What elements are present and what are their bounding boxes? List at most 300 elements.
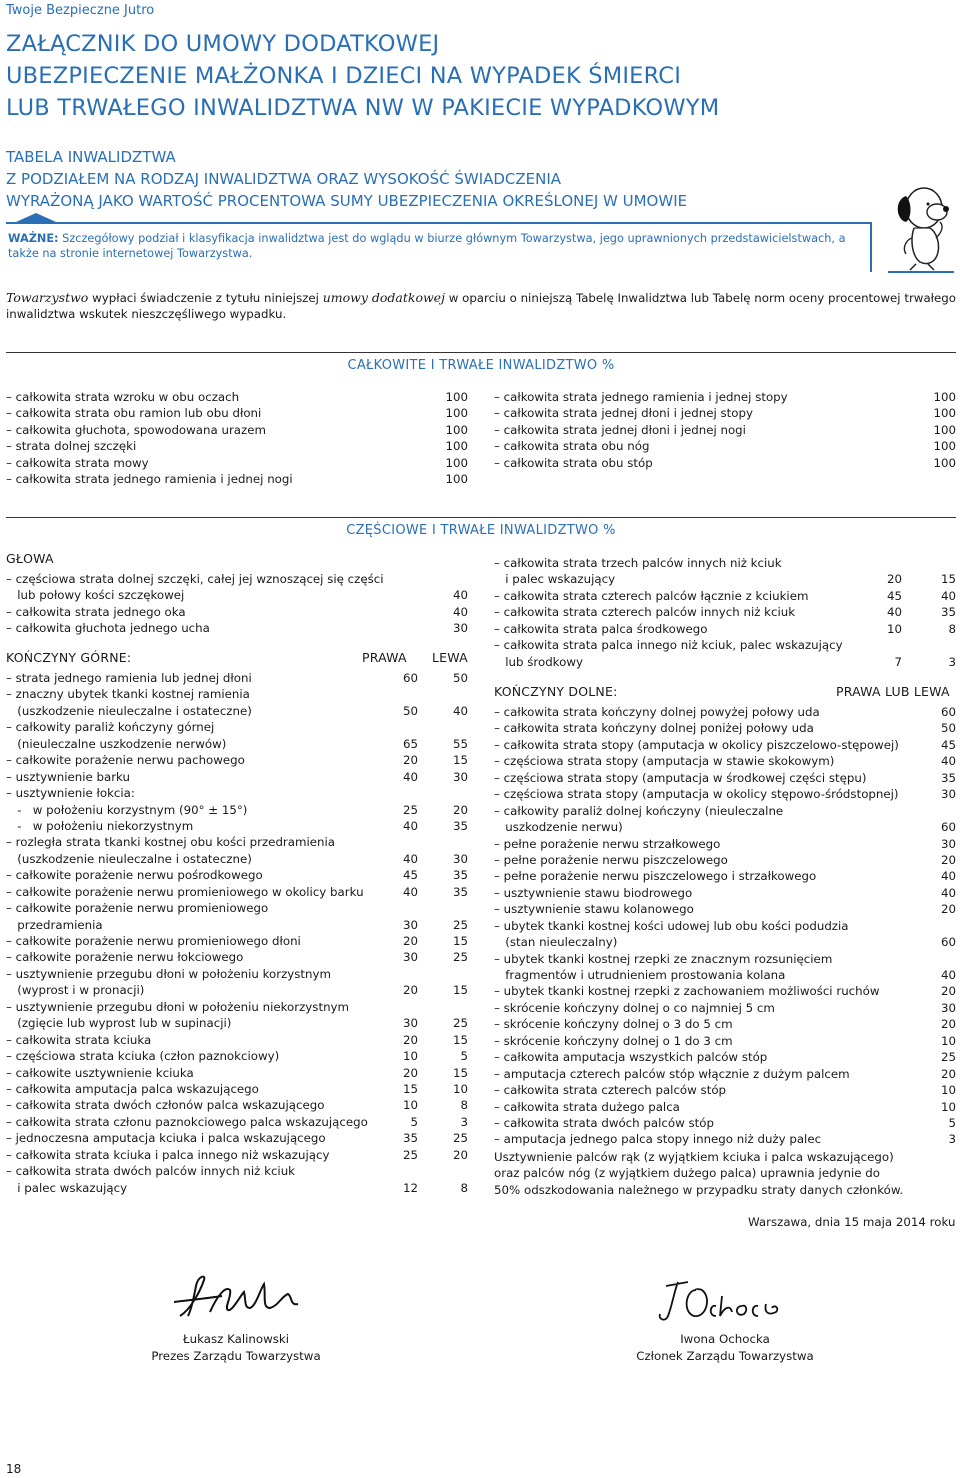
table-row bbox=[6, 670, 468, 686]
row-left-percentage: 50 bbox=[452, 671, 468, 685]
row-label: – całkowita strata kończyny dolnej powyżej połowy uda bbox=[494, 705, 820, 719]
row-label: – pełne porażenie nerwu piszczelowego i strzałkowego bbox=[494, 869, 817, 884]
row-label: – skrócenie kończyny dolnej o co najmniej 5 cm bbox=[494, 1000, 775, 1015]
row-percentage: 100 bbox=[933, 455, 956, 470]
head-section-label: GŁOWA bbox=[6, 551, 54, 566]
table-row bbox=[6, 471, 468, 487]
subtitle-line: WYRAŻONĄ JAKO WARTOŚĆ PROCENTOWA SUMY UBEZPIECZENIA OKREŚLONEJ W UMOWIE bbox=[6, 192, 688, 210]
row-right-percentage: 7 bbox=[894, 654, 902, 669]
table-row bbox=[494, 737, 956, 753]
table-row bbox=[6, 455, 468, 471]
brand-name: Twoje Bezpieczne Jutro bbox=[6, 3, 155, 18]
table-row bbox=[494, 1066, 956, 1082]
row-right-percentage: 20 bbox=[886, 572, 902, 587]
row-label: – całkowita strata trzech palców innych niż kciuk bbox=[494, 556, 782, 570]
table-row bbox=[494, 637, 956, 653]
row-right-percentage: 65 bbox=[402, 736, 418, 751]
row-percentage: 10 bbox=[940, 1099, 956, 1114]
table-row bbox=[6, 949, 468, 965]
row-label: lub środkowy bbox=[494, 654, 583, 669]
row-left-percentage: 8 bbox=[948, 621, 956, 636]
title-line: LUB TRWAŁEGO INWALIDZTWA NW W PAKIECIE WYPADKOWYM bbox=[6, 95, 720, 121]
intro-paragraph bbox=[6, 290, 956, 322]
row-label: – całkowita strata palca środkowego bbox=[494, 621, 708, 636]
row-right-percentage: 20 bbox=[402, 983, 418, 998]
row-label: – całkowita strata mowy bbox=[6, 455, 149, 470]
row-left-percentage: 20 bbox=[452, 802, 468, 817]
row-label: – usztywnienie przegubu dłoni w położeniu korzystnym bbox=[6, 966, 332, 981]
row-left-percentage: 35 bbox=[452, 818, 468, 833]
row-label: – skrócenie kończyny dolnej o 1 do 3 cm bbox=[494, 1033, 733, 1048]
section-divider bbox=[6, 352, 956, 353]
signatory-name: Łukasz Kalinowski bbox=[183, 1332, 289, 1346]
intro-text: w oparciu o niniejszą Tabelę Inwalidztwa lub Tabelę norm oceny procentowej trwałego inwalidztwa wskutek nieszczęśliwego wypadku. bbox=[6, 291, 956, 321]
row-label: – znaczny ubytek tkanki kostnej ramienia bbox=[6, 687, 250, 702]
row-left-percentage: 20 bbox=[452, 1147, 468, 1162]
row-label: – częściowa strata stopy (amputacja w stawie skokowym) bbox=[494, 754, 835, 769]
row-label: – całkowita strata dużego palca bbox=[494, 1099, 680, 1114]
row-left-percentage: 15 bbox=[940, 572, 956, 587]
row-label: – całkowita strata kciuka bbox=[6, 1032, 152, 1047]
row-percentage: 20 bbox=[940, 852, 956, 867]
row-label: – całkowita strata czterech palców łącznie z kciukiem bbox=[494, 588, 809, 603]
row-left-percentage: 15 bbox=[452, 983, 468, 998]
table-row bbox=[6, 1147, 468, 1163]
row-label: – częściowa strata stopy (amputacja w środkowej części stępu) bbox=[494, 770, 867, 785]
table-row bbox=[494, 852, 956, 868]
table-row bbox=[6, 1065, 468, 1081]
lower-limbs-label: KOŃCZYNY DOLNE: bbox=[494, 684, 618, 699]
row-label: – strata jednego ramienia lub jednej dłoni bbox=[6, 671, 252, 685]
row-right-percentage: 30 bbox=[402, 917, 418, 932]
note-line: 50% odszkodowania należnego w przypadku straty danych członków. bbox=[494, 1182, 904, 1197]
row-left-percentage: 8 bbox=[460, 1098, 468, 1113]
row-right-percentage: 50 bbox=[402, 703, 418, 718]
row-percentage: 40 bbox=[940, 968, 956, 982]
signature-ochocka bbox=[648, 1276, 788, 1326]
table-row bbox=[494, 405, 956, 421]
table-row bbox=[6, 1180, 468, 1196]
row-left-percentage: 30 bbox=[452, 851, 468, 866]
row-right-percentage: 5 bbox=[410, 1114, 418, 1129]
row-label: - w położeniu niekorzystnym bbox=[6, 818, 194, 833]
table-row bbox=[6, 769, 468, 785]
row-percentage: 100 bbox=[933, 406, 956, 421]
row-label: – skrócenie kończyny dolnej o 3 do 5 cm bbox=[494, 1017, 733, 1032]
table-row bbox=[494, 983, 956, 999]
signature-block-right bbox=[610, 1331, 840, 1365]
note-line: Usztywnienie palców rąk (z wyjątkiem kciuka i palca wskazującego) bbox=[494, 1150, 894, 1164]
table-row bbox=[494, 885, 956, 901]
row-left-percentage: 3 bbox=[948, 654, 956, 669]
table-row bbox=[494, 901, 956, 917]
row-percentage: 5 bbox=[948, 1115, 956, 1130]
row-label: – całkowite usztywnienie kciuka bbox=[6, 1065, 194, 1080]
table-row bbox=[6, 752, 468, 768]
row-percentage: 25 bbox=[940, 1050, 956, 1065]
total-disability-title: CAŁKOWITE I TRWAŁE INWALIDZTWO % bbox=[347, 358, 615, 373]
row-percentage: 40 bbox=[452, 604, 468, 619]
table-row bbox=[494, 934, 956, 950]
row-right-percentage: 45 bbox=[402, 868, 418, 883]
important-label: WAŻNE: bbox=[8, 232, 59, 245]
row-label: – całkowita głuchota, spowodowana urazem bbox=[6, 422, 266, 437]
table-row bbox=[6, 389, 468, 405]
row-label: – ubytek tkanki kostnej rzepki ze znacznym rozsunięciem bbox=[494, 951, 833, 966]
table-row bbox=[494, 803, 956, 819]
row-percentage: 50 bbox=[940, 721, 956, 736]
stiffening-note bbox=[494, 1149, 956, 1198]
table-row bbox=[6, 1015, 468, 1031]
row-percentage: 20 bbox=[940, 1066, 956, 1081]
table-row bbox=[494, 951, 956, 967]
row-label: – strata dolnej szczęki bbox=[6, 439, 137, 454]
document-title bbox=[6, 28, 719, 124]
row-label: fragmentów i utrudnieniem prostowania kolana bbox=[494, 968, 786, 982]
row-percentage: 20 bbox=[940, 984, 956, 999]
intro-italic: umowy dodatkowej bbox=[322, 290, 445, 305]
row-label: – całkowita strata dwóch członów palca wskazującego bbox=[6, 1098, 325, 1113]
place-and-date: Warszawa, dnia 15 maja 2014 roku bbox=[748, 1215, 956, 1229]
notice-notch bbox=[16, 213, 56, 222]
title-line: UBEZPIECZENIE MAŁŻONKA I DZIECI NA WYPADEK ŚMIERCI bbox=[6, 63, 682, 89]
table-row bbox=[6, 405, 468, 421]
row-label: – całkowita strata wzroku w obu oczach bbox=[6, 390, 240, 404]
row-percentage: 20 bbox=[940, 1017, 956, 1032]
row-percentage: 60 bbox=[940, 705, 956, 719]
row-percentage: 40 bbox=[940, 885, 956, 900]
row-label: – całkowita strata dwóch palców innych niż kciuk bbox=[6, 1164, 296, 1179]
row-left-percentage: 15 bbox=[452, 753, 468, 768]
row-label: – całkowita strata jednego oka bbox=[6, 604, 186, 619]
row-left-percentage: 25 bbox=[452, 1016, 468, 1031]
row-left-percentage: 8 bbox=[460, 1180, 468, 1195]
row-label: – całkowita strata dwóch palców stóp bbox=[494, 1115, 714, 1130]
row-label: – usztywnienie stawu biodrowego bbox=[494, 885, 693, 900]
row-label: – całkowita amputacja palca wskazującego bbox=[6, 1081, 259, 1096]
row-percentage: 3 bbox=[948, 1132, 956, 1147]
table-row bbox=[494, 455, 956, 471]
table-row bbox=[494, 654, 956, 670]
note-line: oraz palców nóg (z wyjątkiem dużego palca) uprawnia jedynie do bbox=[494, 1166, 881, 1181]
table-row bbox=[494, 588, 956, 604]
row-percentage: 30 bbox=[940, 836, 956, 851]
row-label: - w położeniu korzystnym (90° ± 15°) bbox=[6, 802, 248, 817]
row-percentage: 30 bbox=[940, 1000, 956, 1015]
row-right-percentage: 10 bbox=[402, 1098, 418, 1113]
row-right-percentage: 25 bbox=[402, 1147, 418, 1162]
table-row bbox=[6, 1081, 468, 1097]
table-row bbox=[6, 736, 468, 752]
row-label: – ubytek tkanki kostnej rzepki z zachowaniem możliwości ruchów bbox=[494, 984, 880, 999]
row-right-percentage: 30 bbox=[402, 1016, 418, 1031]
row-label: – amputacja jednego palca stopy innego niż duży palec bbox=[494, 1132, 822, 1147]
row-right-percentage: 45 bbox=[886, 588, 902, 603]
upper-limbs-list bbox=[6, 670, 468, 1196]
row-right-percentage: 25 bbox=[402, 802, 418, 817]
row-left-percentage: 40 bbox=[940, 588, 956, 603]
row-left-percentage: 5 bbox=[460, 1049, 468, 1064]
row-label: – całkowita strata jednej dłoni i jednej stopy bbox=[494, 406, 753, 421]
table-row bbox=[6, 686, 468, 702]
row-label: – częściowa strata dolnej szczęki, całej jej wznoszącej się części bbox=[6, 572, 384, 586]
total-disability-left-list bbox=[6, 389, 468, 488]
row-right-percentage: 40 bbox=[402, 851, 418, 866]
table-row bbox=[494, 836, 956, 852]
table-row bbox=[494, 819, 956, 835]
table-row bbox=[494, 1131, 956, 1147]
table-row bbox=[494, 1115, 956, 1131]
table-row bbox=[6, 834, 468, 850]
row-label: i palec wskazujący bbox=[494, 572, 616, 587]
table-row bbox=[6, 999, 468, 1015]
row-percentage: 30 bbox=[452, 621, 468, 636]
subtitle-line: TABELA INWALIDZTWA bbox=[6, 148, 176, 166]
row-percentage: 20 bbox=[940, 902, 956, 917]
table-row bbox=[494, 1016, 956, 1032]
partial-disability-title: CZĘŚCIOWE I TRWAŁE INWALIDZTWO % bbox=[346, 523, 616, 538]
row-label: – całkowity paraliż kończyny górnej bbox=[6, 720, 215, 735]
row-percentage: 60 bbox=[940, 820, 956, 835]
table-row bbox=[494, 720, 956, 736]
row-label: – całkowita strata kciuka i palca innego niż wskazujący bbox=[6, 1147, 330, 1162]
row-percentage: 10 bbox=[940, 1033, 956, 1048]
right-side-column-label: PRAWA bbox=[362, 650, 407, 665]
row-left-percentage: 15 bbox=[452, 934, 468, 948]
table-row bbox=[6, 884, 468, 900]
row-label: – całkowita strata jednego ramienia i jednej nogi bbox=[6, 472, 293, 487]
table-row bbox=[6, 802, 468, 818]
row-percentage: 100 bbox=[933, 390, 956, 404]
row-percentage: 100 bbox=[933, 422, 956, 437]
row-left-percentage: 15 bbox=[452, 1065, 468, 1080]
table-row bbox=[494, 770, 956, 786]
table-row bbox=[6, 1114, 468, 1130]
table-subtitle bbox=[6, 146, 687, 212]
row-label: (wyprost i w pronacji) bbox=[6, 983, 145, 998]
row-left-percentage: 55 bbox=[452, 736, 468, 751]
row-left-percentage: 25 bbox=[452, 917, 468, 932]
table-row bbox=[494, 786, 956, 802]
row-label: – całkowite porażenie nerwu pachowego bbox=[6, 753, 245, 768]
row-label: – całkowita strata jednej dłoni i jednej nogi bbox=[494, 422, 746, 437]
row-label: – całkowita strata obu ramion lub obu dłoni bbox=[6, 406, 262, 421]
table-row bbox=[6, 785, 468, 801]
lower-side-column-label: PRAWA LUB LEWA bbox=[836, 684, 950, 699]
table-row bbox=[6, 422, 468, 438]
table-row bbox=[6, 1048, 468, 1064]
section-divider bbox=[6, 517, 956, 518]
row-percentage: 45 bbox=[940, 737, 956, 752]
table-row bbox=[494, 704, 956, 720]
lower-limbs-list bbox=[494, 704, 956, 1148]
row-left-percentage: 35 bbox=[452, 868, 468, 883]
row-right-percentage: 15 bbox=[402, 1081, 418, 1096]
row-percentage: 100 bbox=[445, 422, 468, 437]
table-row bbox=[6, 917, 468, 933]
row-percentage: 100 bbox=[445, 406, 468, 421]
table-row bbox=[6, 933, 468, 949]
row-label: – całkowita strata obu stóp bbox=[494, 455, 653, 470]
page-number: 18 bbox=[6, 1462, 22, 1476]
row-label: – ubytek tkanki kostnej kości udowej lub obu kości podudzia bbox=[494, 918, 849, 933]
row-percentage: 100 bbox=[933, 439, 956, 454]
row-percentage: 35 bbox=[940, 770, 956, 785]
head-injury-list bbox=[6, 571, 468, 637]
table-row bbox=[6, 1130, 468, 1146]
table-row bbox=[494, 918, 956, 934]
row-right-percentage: 10 bbox=[886, 621, 902, 636]
table-row bbox=[6, 620, 468, 636]
row-label: – całkowity paraliż dolnej kończyny (nieuleczalne bbox=[494, 803, 784, 818]
row-left-percentage: 3 bbox=[460, 1114, 468, 1129]
row-label: i palec wskazujący bbox=[6, 1180, 128, 1195]
table-row bbox=[6, 1163, 468, 1179]
row-percentage: 10 bbox=[940, 1083, 956, 1098]
table-row bbox=[6, 818, 468, 834]
title-line: ZAŁĄCZNIK DO UMOWY DODATKOWEJ bbox=[6, 31, 440, 57]
row-label: – usztywnienie przegubu dłoni w położeniu niekorzystnym bbox=[6, 999, 350, 1014]
row-label: – całkowite porażenie nerwu pośrodkowego bbox=[6, 868, 263, 883]
signatory-role: Członek Zarządu Towarzystwa bbox=[636, 1349, 814, 1363]
row-right-percentage: 20 bbox=[402, 753, 418, 768]
row-right-percentage: 30 bbox=[402, 950, 418, 965]
row-label: – całkowita strata jednego ramienia i jednej stopy bbox=[494, 390, 788, 404]
row-left-percentage: 35 bbox=[452, 884, 468, 899]
row-left-percentage: 10 bbox=[452, 1081, 468, 1096]
intro-italic: Towarzystwo bbox=[6, 290, 89, 305]
table-row bbox=[494, 438, 956, 454]
row-label: – całkowite porażenie nerwu łokciowego bbox=[6, 950, 244, 965]
table-row bbox=[494, 389, 956, 405]
table-row bbox=[494, 753, 956, 769]
important-notice bbox=[8, 232, 848, 261]
table-row bbox=[494, 422, 956, 438]
table-row bbox=[494, 621, 956, 637]
signature-block-left bbox=[130, 1331, 342, 1365]
table-row bbox=[494, 1033, 956, 1049]
row-left-percentage: 15 bbox=[452, 1032, 468, 1047]
row-label: – całkowite porażenie nerwu promieniowego w okolicy barku bbox=[6, 884, 364, 899]
total-disability-right-list bbox=[494, 389, 956, 471]
table-row bbox=[6, 851, 468, 867]
signatory-name: Iwona Ochocka bbox=[680, 1332, 770, 1346]
row-label: – całkowita głuchota jednego ucha bbox=[6, 621, 210, 636]
row-percentage: 40 bbox=[452, 588, 468, 603]
row-label: – całkowita strata kończyny dolnej poniżej połowy uda bbox=[494, 721, 814, 736]
row-right-percentage: 12 bbox=[402, 1180, 418, 1195]
table-row bbox=[494, 571, 956, 587]
row-label: – całkowita strata stopy (amputacja w okolicy piszczelowo-stępowej) bbox=[494, 737, 899, 752]
table-row bbox=[494, 1000, 956, 1016]
row-label: – całkowite porażenie nerwu promieniowego bbox=[6, 901, 269, 916]
row-label: – całkowita strata czterech palców innych niż kciuk bbox=[494, 605, 796, 620]
table-row bbox=[6, 587, 468, 603]
row-label: – usztywnienie stawu kolanowego bbox=[494, 902, 694, 917]
row-right-percentage: 40 bbox=[402, 769, 418, 784]
fingers-list bbox=[494, 555, 956, 670]
row-percentage: 60 bbox=[940, 935, 956, 950]
row-right-percentage: 35 bbox=[402, 1131, 418, 1146]
row-label: uszkodzenie nerwu) bbox=[494, 820, 623, 835]
row-label: (uszkodzenie nieuleczalne i ostateczne) bbox=[6, 851, 252, 866]
table-row bbox=[6, 719, 468, 735]
row-right-percentage: 20 bbox=[402, 934, 418, 948]
row-label: – usztywnienie łokcia: bbox=[6, 786, 135, 801]
row-label: – amputacja czterech palców stóp włącznie z dużym palcem bbox=[494, 1066, 850, 1081]
table-row bbox=[6, 1097, 468, 1113]
table-row bbox=[494, 868, 956, 884]
signatory-role: Prezes Zarządu Towarzystwa bbox=[151, 1349, 321, 1363]
row-right-percentage: 40 bbox=[402, 884, 418, 899]
dog-mascot-illustration bbox=[884, 178, 956, 274]
row-percentage: 40 bbox=[940, 754, 956, 769]
row-label: – pełne porażenie nerwu piszczelowego bbox=[494, 852, 728, 867]
row-percentage: 100 bbox=[445, 472, 468, 487]
row-left-percentage: 30 bbox=[452, 769, 468, 784]
row-left-percentage: 25 bbox=[452, 950, 468, 965]
row-label: – całkowita strata członu paznokciowego palca wskazującego bbox=[6, 1114, 368, 1129]
row-label: – usztywnienie barku bbox=[6, 769, 131, 784]
subtitle-line: Z PODZIAŁEM NA RODZAJ INWALIDZTWA ORAZ WYSOKOŚĆ ŚWIADCZENIA bbox=[6, 170, 562, 188]
row-left-percentage: 40 bbox=[452, 703, 468, 718]
table-row bbox=[6, 900, 468, 916]
upper-limbs-label: KOŃCZYNY GÓRNE: bbox=[6, 650, 132, 665]
table-row bbox=[494, 1082, 956, 1098]
intro-text: wypłaci świadczenie z tytułu niniejszej bbox=[88, 291, 323, 305]
row-label: – całkowita strata obu nóg bbox=[494, 439, 650, 454]
important-text: Szczegółowy podział i klasyfikacja inwalidztwa jest do wglądu w biurze głównym Towarzystwa, jego uprawnionych przedstawicielstwach, a także na stronie internetowej Towarzystwa. bbox=[8, 232, 846, 260]
row-label: – częściowa strata kciuka (człon paznokciowy) bbox=[6, 1049, 280, 1064]
row-left-percentage: 25 bbox=[452, 1131, 468, 1146]
row-label: – jednoczesna amputacja kciuka i palca wskazującego bbox=[6, 1131, 326, 1146]
table-row bbox=[494, 1049, 956, 1065]
row-label: – całkowite porażenie nerwu promieniowego dłoni bbox=[6, 934, 301, 948]
row-label: – całkowita strata palca innego niż kciuk, palec wskazujący bbox=[494, 638, 843, 653]
row-label: (uszkodzenie nieuleczalne i ostateczne) bbox=[6, 703, 252, 718]
row-label: – częściowa strata stopy (amputacja w okolicy stępowo-śródstopnej) bbox=[494, 787, 899, 802]
row-percentage: 100 bbox=[445, 390, 468, 404]
table-row bbox=[494, 604, 956, 620]
left-side-column-label: LEWA bbox=[432, 650, 468, 665]
table-row bbox=[6, 703, 468, 719]
table-row bbox=[6, 966, 468, 982]
table-row bbox=[6, 867, 468, 883]
row-percentage: 100 bbox=[445, 439, 468, 454]
row-label: – całkowita amputacja wszystkich palców stóp bbox=[494, 1050, 768, 1065]
row-label: (nieuleczalne uszkodzenie nerwów) bbox=[6, 736, 227, 751]
table-row bbox=[494, 555, 956, 571]
row-right-percentage: 40 bbox=[402, 818, 418, 833]
row-label: – rozległa strata tkanki kostnej obu kości przedramienia bbox=[6, 835, 336, 850]
signature-kalinowski bbox=[170, 1272, 305, 1322]
row-right-percentage: 40 bbox=[886, 605, 902, 620]
row-label: przedramienia bbox=[6, 917, 103, 932]
row-label: – całkowita strata czterech palców stóp bbox=[494, 1083, 727, 1098]
row-right-percentage: 60 bbox=[402, 671, 418, 685]
row-label: (zgięcie lub wyprost lub w supinacji) bbox=[6, 1016, 232, 1031]
row-percentage: 30 bbox=[940, 787, 956, 802]
row-right-percentage: 10 bbox=[402, 1049, 418, 1064]
table-row bbox=[6, 982, 468, 998]
table-row bbox=[494, 1099, 956, 1115]
row-right-percentage: 20 bbox=[402, 1065, 418, 1080]
row-percentage: 40 bbox=[940, 869, 956, 884]
row-label: lub połowy kości szczękowej bbox=[6, 588, 185, 603]
row-percentage: 100 bbox=[445, 455, 468, 470]
table-row bbox=[6, 438, 468, 454]
table-row bbox=[6, 604, 468, 620]
